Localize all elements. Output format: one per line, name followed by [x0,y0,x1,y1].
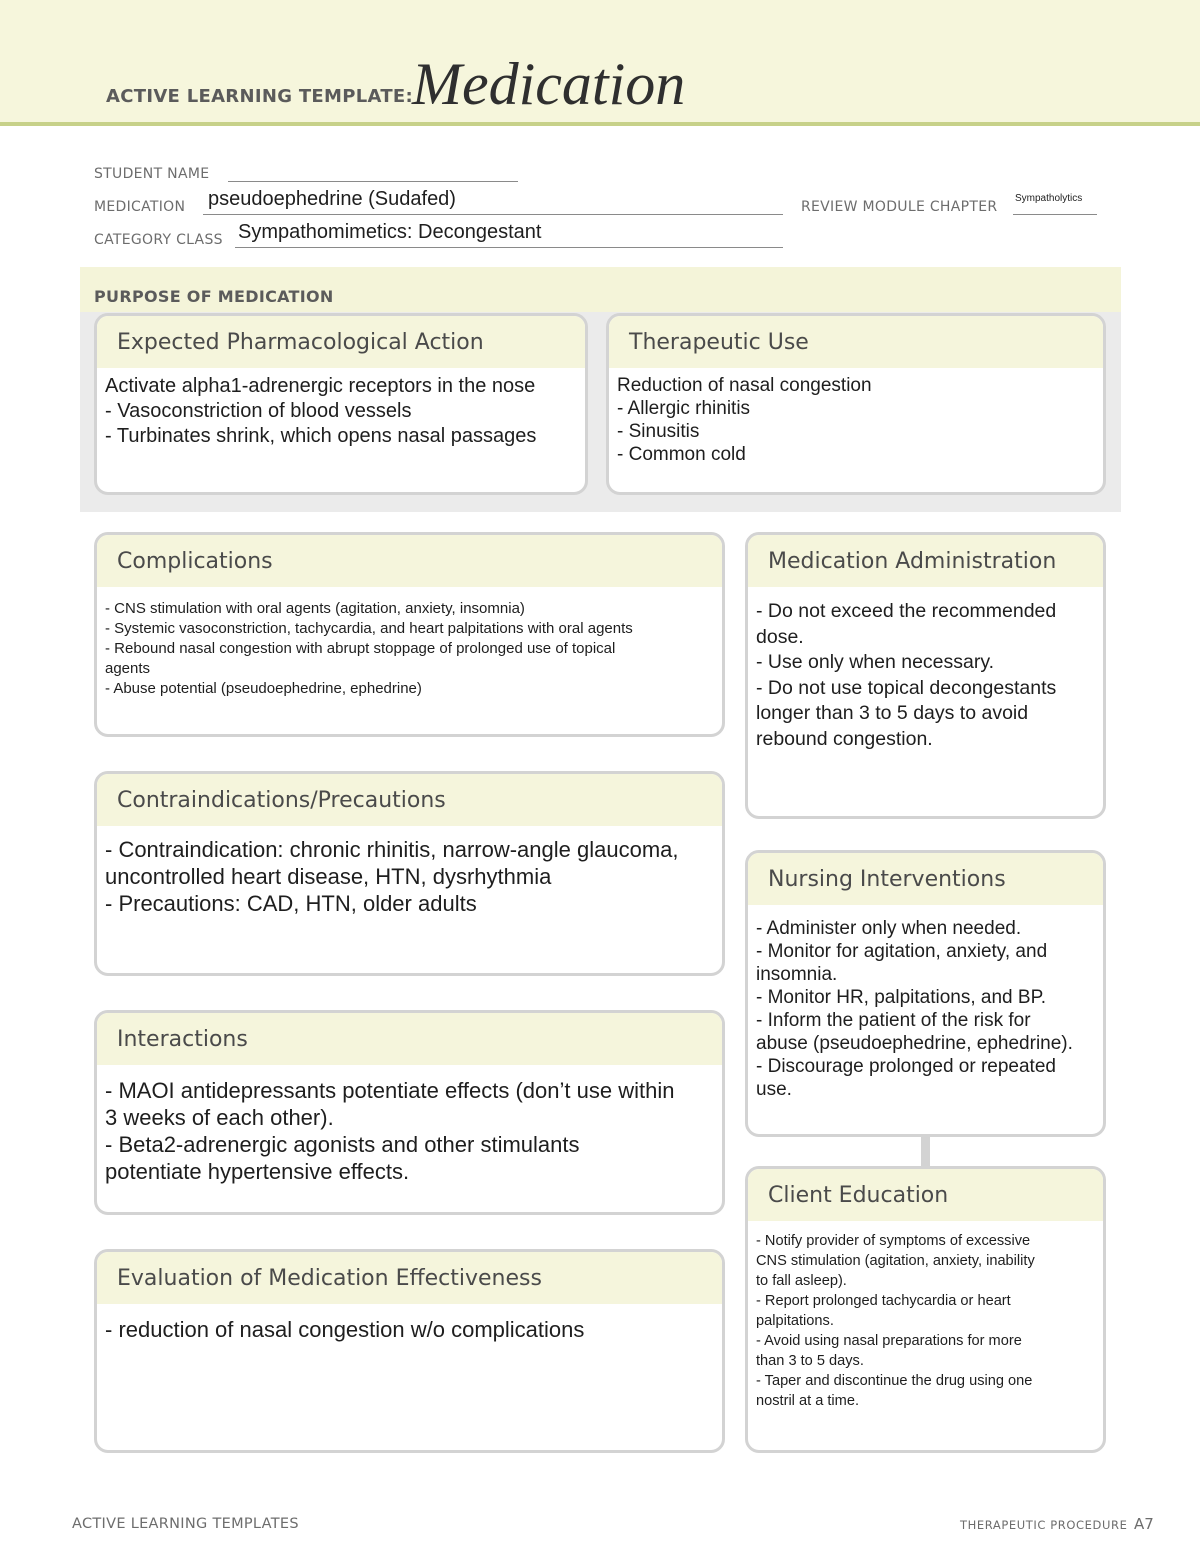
text-line: Reduction of nasal congestion [617,375,872,396]
medication-field[interactable] [203,214,783,215]
client-education-box[interactable] [745,1166,1106,1453]
category-class-field[interactable] [235,247,783,248]
student-name-field[interactable] [228,181,518,182]
interactions-title: Interactions [97,1013,722,1065]
text-line: - Inform the patient of the risk for [756,1010,1031,1031]
footer-left: ACTIVE LEARNING TEMPLATES [72,1516,299,1532]
text-line: - Avoid using nasal preparations for more [756,1333,1022,1349]
text-line: use. [756,1079,792,1100]
expected-action-body [97,368,585,449]
text-line: - Beta2-adrenergic agonists and other stimulants [105,1132,580,1157]
text-line: - Report prolonged tachycardia or heart [756,1293,1011,1309]
evaluation-body [97,1304,722,1343]
text-line: - Discourage prolonged or repeated [756,1056,1056,1077]
text-line: CNS stimulation (agitation, anxiety, inability [756,1253,1035,1269]
template-label: ACTIVE LEARNING TEMPLATE: [106,86,413,107]
text-line: insomnia. [756,964,838,985]
therapeutic-use-body [609,368,1103,466]
text-line: - Monitor HR, palpitations, and BP. [756,987,1047,1008]
nursing-interventions-body [748,905,1103,1101]
text-line: - Abuse potential (pseudoephedrine, ephedrine) [105,680,422,697]
page-title: Medication [412,51,686,117]
text-line: - Notify provider of symptoms of excessive [756,1233,1031,1249]
text-line: 3 weeks of each other). [105,1105,334,1130]
text-line: uncontrolled heart disease, HTN, dysrhythmia [105,864,552,889]
purpose-label: PURPOSE OF MEDICATION [94,287,334,306]
text-line: - Turbinates shrink, which opens nasal passages [105,425,537,447]
text-line: than 3 to 5 days. [756,1353,864,1369]
text-line: - Use only when necessary. [756,651,995,673]
text-line: longer than 3 to 5 days to avoid [756,702,1029,724]
complications-box[interactable] [94,532,725,737]
medication-label: MEDICATION [94,199,186,215]
text-line: - Do not use topical decongestants [756,676,1057,699]
contraindications-box[interactable] [94,771,725,976]
therapeutic-use-title: Therapeutic Use [609,316,1103,368]
client-education-title: Client Education [748,1169,1103,1221]
medication-administration-title: Medication Administration [748,535,1103,587]
medication-value: pseudoephedrine (Sudafed) [208,188,456,210]
text-line: - Sinusitis [617,421,700,442]
text-line: palpitations. [756,1313,834,1329]
therapeutic-use-box[interactable] [606,313,1106,495]
text-line: - reduction of nasal congestion w/o complications [105,1317,585,1342]
complications-title: Complications [97,535,722,587]
nursing-interventions-title: Nursing Interventions [748,853,1103,905]
client-education-body [748,1221,1103,1411]
student-name-label: STUDENT NAME [94,166,210,182]
nursing-interventions-box[interactable] [745,850,1106,1137]
review-module-value: Sympatholytics [1015,193,1083,204]
header-rule [0,122,1200,126]
complications-body [97,587,722,699]
category-class-label: CATEGORY CLASS [94,232,223,248]
box-connector [921,1134,930,1167]
text-line: - Common cold [617,444,746,465]
text-line: - Vasoconstriction of blood vessels [105,400,412,422]
text-line: - Administer only when needed. [756,918,1022,939]
text-line: dose. [756,625,804,648]
text-line: - Contraindication: chronic rhinitis, narrow-angle glaucoma, [105,837,679,862]
text-line: - Systemic vasoconstriction, tachycardia, and heart palpitations with oral agents [105,620,633,637]
text-line: rebound congestion. [756,727,933,750]
contraindications-body [97,826,722,917]
medication-administration-body [748,587,1103,752]
text-line: to fall asleep). [756,1273,847,1289]
text-line: abuse (pseudoephedrine, ephedrine). [756,1033,1073,1054]
text-line: - Monitor for agitation, anxiety, and [756,941,1048,962]
text-line: nostril at a time. [756,1393,860,1409]
footer-right: THERAPEUTIC PROCEDURE [960,1518,1128,1532]
medication-administration-box[interactable] [745,532,1106,819]
text-line: - Do not exceed the recommended [756,600,1057,622]
contraindications-title: Contraindications/Precautions [97,774,722,826]
page-number: A7 [1134,1515,1154,1533]
review-module-field[interactable] [1013,214,1097,215]
evaluation-box[interactable] [94,1249,725,1453]
category-class-value: Sympathomimetics: Decongestant [238,221,542,243]
interactions-box[interactable] [94,1010,725,1215]
text-line: Activate alpha1-adrenergic receptors in the nose [105,375,536,397]
evaluation-title: Evaluation of Medication Effectiveness [97,1252,722,1304]
text-line: - Rebound nasal congestion with abrupt stoppage of prolonged use of topical [105,640,616,657]
text-line: - Precautions: CAD, HTN, older adults [105,891,477,916]
expected-action-box[interactable] [94,313,588,495]
review-module-label: REVIEW MODULE CHAPTER [801,199,998,215]
text-line: - Taper and discontinue the drug using one [756,1373,1033,1389]
text-line: - Allergic rhinitis [617,398,751,419]
interactions-body [97,1065,722,1185]
text-line: agents [105,660,151,677]
text-line: - CNS stimulation with oral agents (agitation, anxiety, insomnia) [105,600,525,617]
text-line: potentiate hypertensive effects. [105,1159,410,1184]
text-line: - MAOI antidepressants potentiate effects (don’t use within [105,1078,675,1103]
expected-action-title: Expected Pharmacological Action [97,316,585,368]
